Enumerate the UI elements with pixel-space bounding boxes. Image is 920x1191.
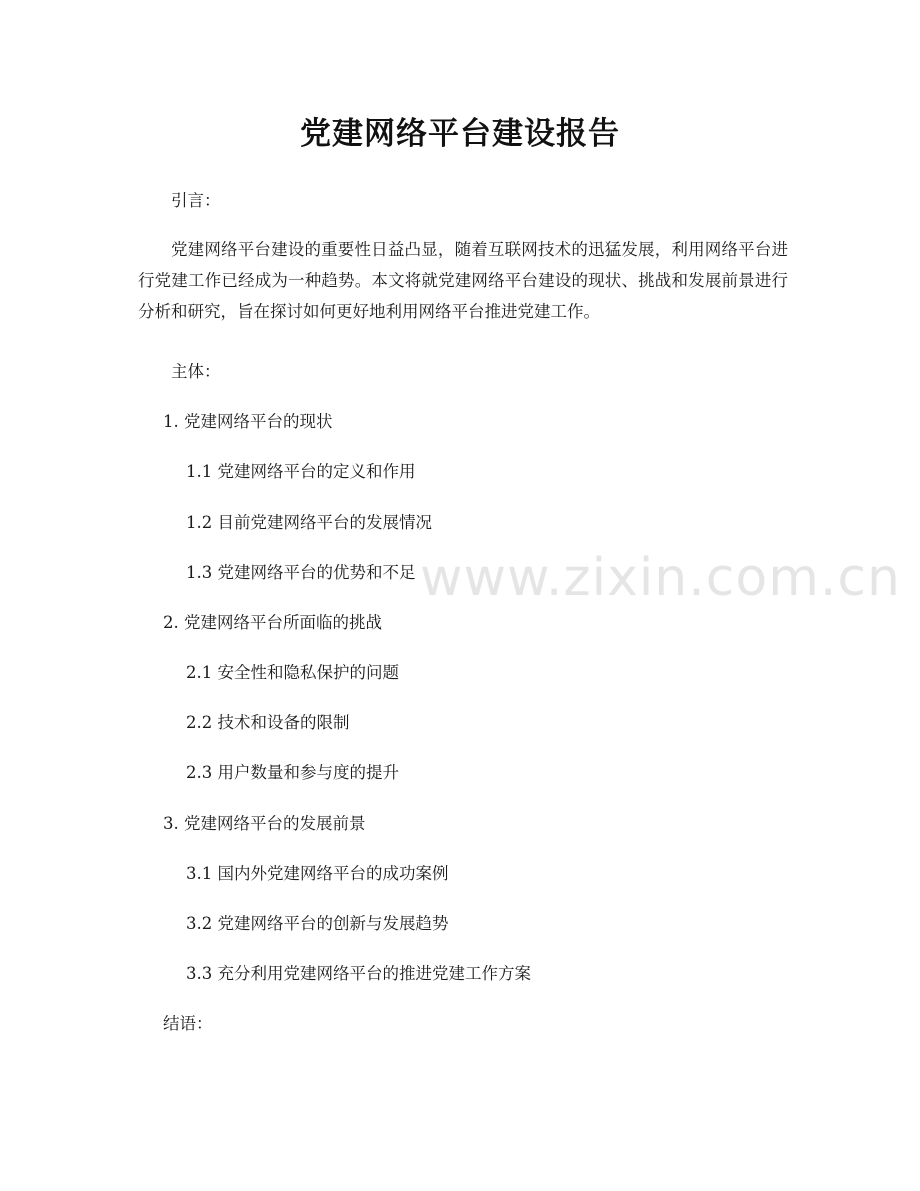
section-heading: 1. 党建网络平台的现状 — [163, 412, 333, 431]
section-item: 2.3 用户数量和参与度的提升 — [186, 763, 399, 782]
section-item: 1.2 目前党建网络平台的发展情况 — [186, 513, 432, 532]
body-heading: 主体： — [171, 362, 221, 381]
section-item: 3.1 国内外党建网络平台的成功案例 — [186, 864, 449, 883]
section-item: 1.1 党建网络平台的定义和作用 — [186, 462, 416, 481]
section-item: 1.3 党建网络平台的优势和不足 — [186, 563, 416, 582]
section-heading: 2. 党建网络平台所面临的挑战 — [163, 613, 382, 632]
section-heading: 3. 党建网络平台的发展前景 — [163, 814, 366, 833]
section-item: 3.3 充分利用党建网络平台的推进党建工作方案 — [186, 964, 531, 983]
section-item: 2.1 安全性和隐私保护的问题 — [186, 663, 399, 682]
section-item: 3.2 党建网络平台的创新与发展趋势 — [186, 914, 449, 933]
watermark-text: www.zixin.com.cn — [420, 548, 901, 608]
section-item: 2.2 技术和设备的限制 — [186, 713, 350, 732]
conclusion-heading: 结语： — [163, 1014, 213, 1033]
intro-heading: 引言： — [171, 191, 221, 210]
document-title: 党建网络平台建设报告 — [300, 116, 620, 152]
intro-paragraph: 党建网络平台建设的重要性日益凸显，随着互联网技术的迅猛发展，利用网络平台进行党建工作已经成为一种趋势。本文将就党建网络平台建设的现状、挑战和发展前景进行分析和研究，旨在探讨如何更好地利用网络平台推进党建工作。 — [138, 240, 788, 321]
